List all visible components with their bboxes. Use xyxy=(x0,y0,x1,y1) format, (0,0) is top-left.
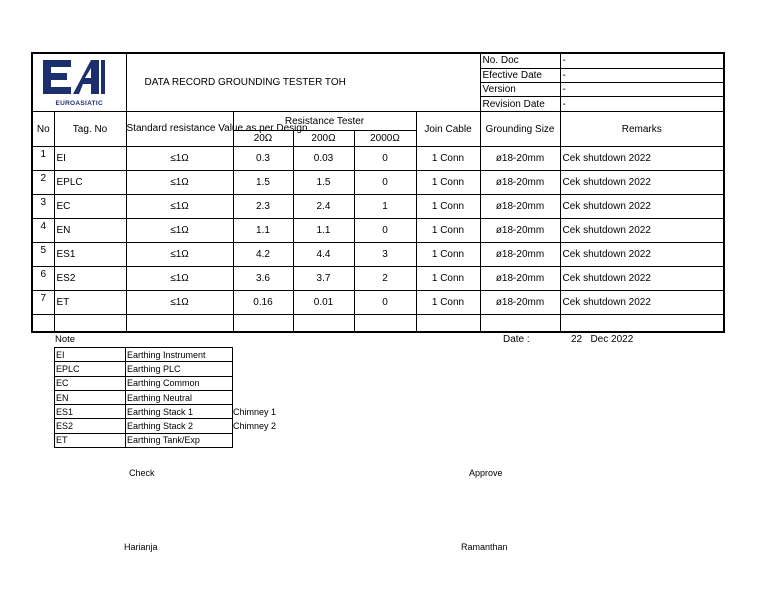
row-r2000: 0 xyxy=(354,219,416,243)
row-tag: EN xyxy=(54,219,126,243)
row-no: 6 xyxy=(32,267,54,291)
column-header-2000-ohm: 2000Ω xyxy=(354,131,416,147)
row-r2000: 3 xyxy=(354,243,416,267)
row-grounding-size: ø18-20mm xyxy=(480,195,560,219)
logo-text: EUROASIATIC xyxy=(55,100,104,107)
note-desc: Earthing Stack 2 xyxy=(126,419,233,433)
column-header-200-ohm: 200Ω xyxy=(293,131,354,147)
empty-cell xyxy=(233,315,293,332)
row-remarks: Cek shutdown 2022 xyxy=(560,219,724,243)
empty-cell xyxy=(480,315,560,332)
column-header-remarks: Remarks xyxy=(560,112,724,147)
row-standard: ≤1Ω xyxy=(126,219,233,243)
row-tag: ES1 xyxy=(54,243,126,267)
row-remarks: Cek shutdown 2022 xyxy=(560,291,724,315)
row-r20: 1.5 xyxy=(233,171,293,195)
row-join-cable: 1 Conn xyxy=(416,243,480,267)
row-remarks: Cek shutdown 2022 xyxy=(560,171,724,195)
document-title: DATA RECORD GROUNDING TESTER TOH xyxy=(126,53,480,112)
row-tag: EC xyxy=(54,195,126,219)
approve-label: Approve xyxy=(469,468,503,478)
date-value: 22 Dec 2022 xyxy=(571,334,634,345)
row-join-cable: 1 Conn xyxy=(416,195,480,219)
row-r2000: 2 xyxy=(354,267,416,291)
row-r200: 2.4 xyxy=(293,195,354,219)
table-row xyxy=(32,195,724,219)
meta-value-version: - xyxy=(560,82,724,96)
empty-cell xyxy=(54,315,126,332)
row-standard: ≤1Ω xyxy=(126,195,233,219)
empty-cell xyxy=(416,315,480,332)
table-row xyxy=(32,219,724,243)
column-header-no: No xyxy=(32,112,54,147)
note-code: EC xyxy=(55,376,126,390)
note-row xyxy=(55,376,233,390)
row-standard: ≤1Ω xyxy=(126,267,233,291)
column-header-resistance-tester: Resistance Tester xyxy=(233,112,416,131)
row-r20: 3.6 xyxy=(233,267,293,291)
table-row xyxy=(32,243,724,267)
row-remarks: Cek shutdown 2022 xyxy=(560,243,724,267)
row-r200: 0.03 xyxy=(293,147,354,171)
row-join-cable: 1 Conn xyxy=(416,171,480,195)
row-r20: 0.3 xyxy=(233,147,293,171)
meta-label-revision-date: Revision Date xyxy=(480,97,560,112)
check-signatory-name: Harianja xyxy=(124,542,158,552)
note-code: ET xyxy=(55,433,126,447)
row-join-cable: 1 Conn xyxy=(416,267,480,291)
note-desc: Earthing Instrument xyxy=(126,348,233,362)
column-header-tag: Tag. No xyxy=(54,112,126,147)
row-r20: 4.2 xyxy=(233,243,293,267)
row-r200: 1.5 xyxy=(293,171,354,195)
note-desc: Earthing PLC xyxy=(126,362,233,376)
row-no: 7 xyxy=(32,291,54,315)
row-tag: EPLC xyxy=(54,171,126,195)
note-row xyxy=(55,433,233,447)
row-remarks: Cek shutdown 2022 xyxy=(560,147,724,171)
empty-cell xyxy=(560,315,724,332)
row-no: 2 xyxy=(32,171,54,195)
row-grounding-size: ø18-20mm xyxy=(480,243,560,267)
row-grounding-size: ø18-20mm xyxy=(480,147,560,171)
row-join-cable: 1 Conn xyxy=(416,291,480,315)
note-row xyxy=(55,405,233,419)
row-remarks: Cek shutdown 2022 xyxy=(560,195,724,219)
note-code: EN xyxy=(55,390,126,404)
row-tag: ES2 xyxy=(54,267,126,291)
note-desc: Earthing Neutral xyxy=(126,390,233,404)
row-standard: ≤1Ω xyxy=(126,243,233,267)
euroasiatic-logo xyxy=(39,54,119,108)
table-row xyxy=(32,147,724,171)
note-desc: Earthing Stack 1 xyxy=(126,405,233,419)
row-grounding-size: ø18-20mm xyxy=(480,171,560,195)
row-r200: 4.4 xyxy=(293,243,354,267)
note-desc: Earthing Tank/Exp xyxy=(126,433,233,447)
note-row xyxy=(55,362,233,376)
column-header-grounding-size: Grounding Size xyxy=(480,112,560,147)
meta-value-no-doc: - xyxy=(560,53,724,68)
row-r2000: 0 xyxy=(354,171,416,195)
row-r200: 3.7 xyxy=(293,267,354,291)
row-no: 5 xyxy=(32,243,54,267)
row-tag: EI xyxy=(54,147,126,171)
empty-cell xyxy=(126,315,233,332)
table-row xyxy=(32,291,724,315)
meta-label-no-doc: No. Doc xyxy=(480,53,560,68)
row-standard: ≤1Ω xyxy=(126,171,233,195)
row-grounding-size: ø18-20mm xyxy=(480,267,560,291)
empty-cell xyxy=(354,315,416,332)
empty-row xyxy=(32,315,724,332)
row-r200: 1.1 xyxy=(293,219,354,243)
note-desc: Earthing Common xyxy=(126,376,233,390)
note-title: Note xyxy=(55,334,76,345)
row-standard: ≤1Ω xyxy=(126,291,233,315)
note-row xyxy=(55,390,233,404)
row-r2000: 0 xyxy=(354,291,416,315)
table-row xyxy=(32,267,724,291)
check-label: Check xyxy=(129,468,155,478)
row-r20: 0.16 xyxy=(233,291,293,315)
note-row xyxy=(55,419,233,433)
row-r20: 2.3 xyxy=(233,195,293,219)
meta-value-revision-date: - xyxy=(560,97,724,112)
ea-logo-icon xyxy=(39,54,119,100)
note-code: ES1 xyxy=(55,405,126,419)
note-code: EPLC xyxy=(55,362,126,376)
logo-cell xyxy=(32,53,126,112)
note-code: ES2 xyxy=(55,419,126,433)
data-record-table xyxy=(31,52,725,333)
meta-label-version: Version xyxy=(480,82,560,96)
column-header-join-cable: Join Cable xyxy=(416,112,480,147)
row-r200: 0.01 xyxy=(293,291,354,315)
row-r2000: 0 xyxy=(354,147,416,171)
note-extra-chimney-2: Chimney 2 xyxy=(233,421,277,431)
row-join-cable: 1 Conn xyxy=(416,147,480,171)
meta-label-effective-date: Efective Date xyxy=(480,68,560,82)
row-no: 3 xyxy=(32,195,54,219)
row-no: 1 xyxy=(32,147,54,171)
column-header-20-ohm: 20Ω xyxy=(233,131,293,147)
table-row xyxy=(32,171,724,195)
note-extra-chimney-1: Chimney 1 xyxy=(233,407,277,417)
row-grounding-size: ø18-20mm xyxy=(480,219,560,243)
row-grounding-size: ø18-20mm xyxy=(480,291,560,315)
row-remarks: Cek shutdown 2022 xyxy=(560,267,724,291)
row-standard: ≤1Ω xyxy=(126,147,233,171)
date-label: Date : xyxy=(503,334,530,345)
empty-cell xyxy=(32,315,54,332)
row-r2000: 1 xyxy=(354,195,416,219)
row-no: 4 xyxy=(32,219,54,243)
approve-signatory-name: Ramanthan xyxy=(461,542,508,552)
meta-value-effective-date: - xyxy=(560,68,724,82)
row-r20: 1.1 xyxy=(233,219,293,243)
column-header-standard: Standard resistance Value as per Design xyxy=(126,112,233,147)
row-join-cable: 1 Conn xyxy=(416,219,480,243)
note-row xyxy=(55,348,233,362)
note-code: EI xyxy=(55,348,126,362)
note-table xyxy=(54,347,233,448)
empty-cell xyxy=(293,315,354,332)
row-tag: ET xyxy=(54,291,126,315)
